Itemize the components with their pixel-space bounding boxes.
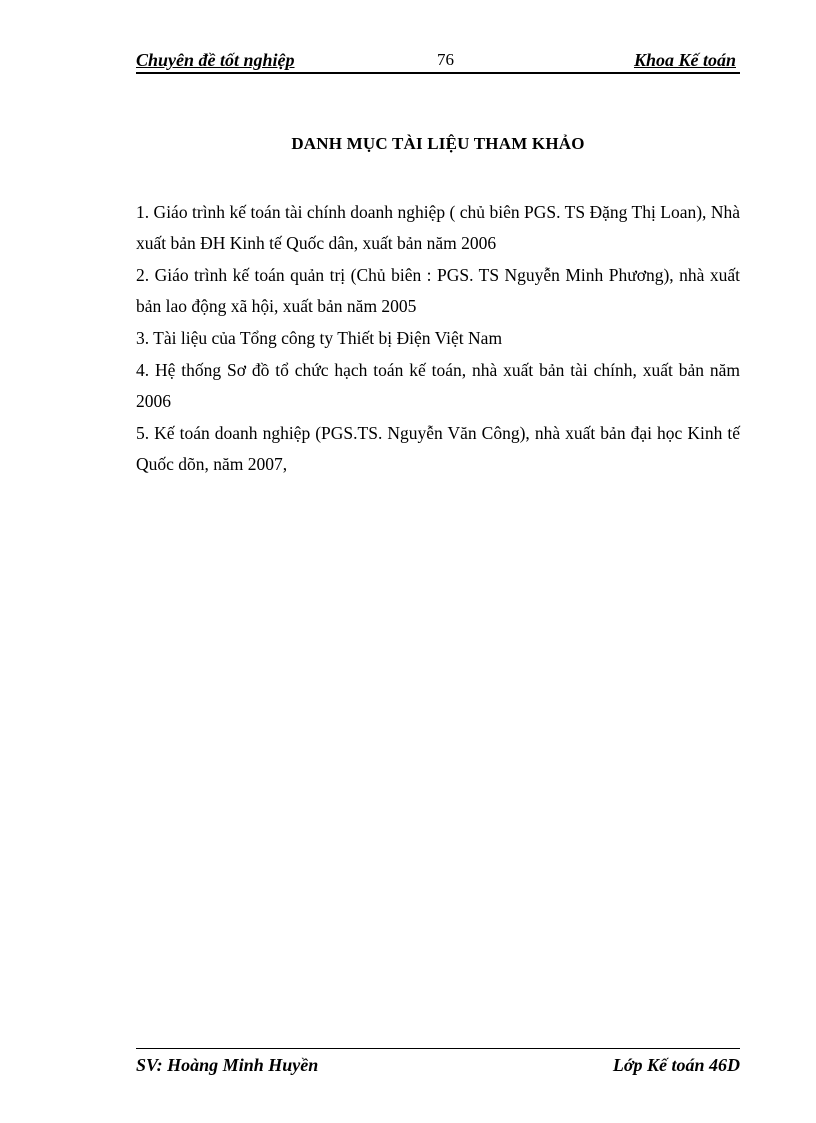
- footer-class: Lớp Kế toán 46D: [612, 1055, 740, 1075]
- reference-item: 5. Kế toán doanh nghiệp (PGS.TS. Nguyễn Văn Công), nhà xuất bản đại học Kinh tế Quốc dõn, năm 2007,: [136, 423, 740, 474]
- reference-item: 1. Giáo trình kế toán tài chính doanh nghiệp ( chủ biên PGS. TS Đặng Thị Loan), Nhà xuất bản ĐH Kinh tế Quốc dân, xuất bản năm 2006: [136, 202, 740, 253]
- page-number: 76: [437, 50, 454, 69]
- footer-student-name: SV: Hoàng Minh Huyền: [136, 1055, 319, 1075]
- header-department: Khoa Kế toán: [633, 50, 736, 70]
- reference-item: 2. Giáo trình kế toán quản trị (Chủ biên : PGS. TS Nguyễn Minh Phương), nhà xuất bản lao động xã hội, xuất bản năm 2005: [136, 265, 740, 316]
- reference-item: 4. Hệ thống Sơ đồ tổ chức hạch toán kế toán, nhà xuất bản tài chính, xuất bản năm 2006: [136, 360, 740, 411]
- header-document-type: Chuyên đề tốt nghiệp: [136, 50, 295, 70]
- page-footer: [136, 1048, 740, 1075]
- reference-list: [136, 197, 740, 481]
- page-title: DANH MỤC TÀI LIỆU THAM KHẢO: [291, 134, 585, 153]
- reference-item: 3. Tài liệu của Tổng công ty Thiết bị Điện Việt Nam: [136, 328, 503, 348]
- page-header: [136, 48, 740, 74]
